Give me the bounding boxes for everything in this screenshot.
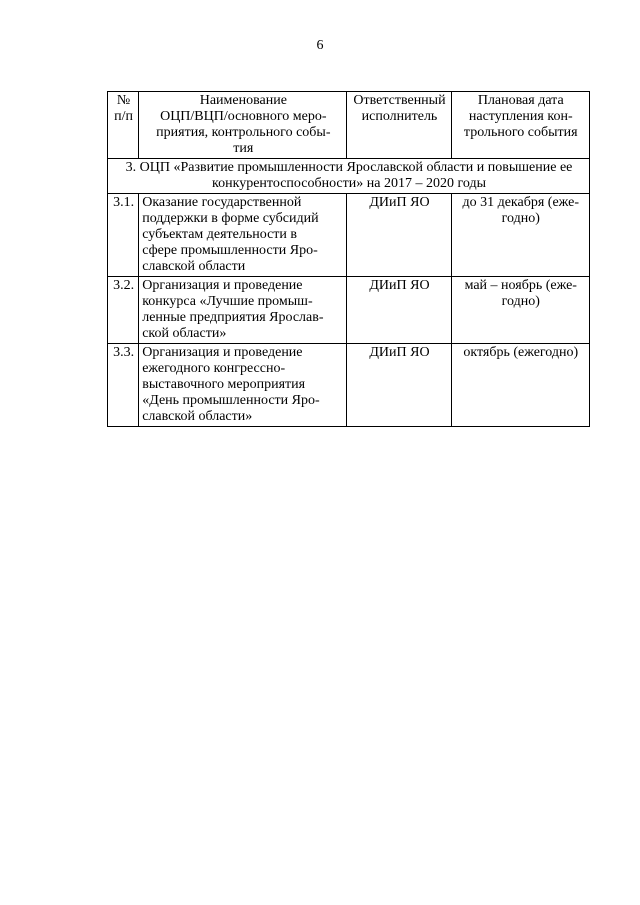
header-responsible-line: Ответственный (353, 93, 446, 108)
row-name (139, 194, 347, 277)
row-name-line: ской области» (142, 326, 227, 341)
header-name-line: тия (233, 141, 254, 156)
row-date-line: годно) (501, 294, 540, 309)
row-name (139, 344, 347, 427)
row-name-line: «День промышленности Яро- (142, 393, 320, 408)
row-date-line: до 31 декабря (еже- (462, 195, 580, 210)
row-date-line: май – ноябрь (еже- (464, 278, 577, 293)
page-number: 6 (316, 38, 324, 53)
header-name-line: Наименование (199, 93, 287, 108)
header-name (139, 92, 347, 159)
section-title (108, 159, 590, 194)
row-name-line: конкурса «Лучшие промыш- (142, 294, 313, 309)
table-header-row (108, 92, 590, 159)
row-date-line: годно) (501, 211, 540, 226)
row-name-line: субъектам деятельности в (142, 227, 298, 242)
header-num-line: № (116, 93, 131, 108)
header-num (108, 92, 139, 159)
row-name-line: Организация и проведение (142, 345, 303, 360)
row-name (139, 277, 347, 344)
header-num-line: п/п (114, 109, 134, 124)
row-name-line: выставочного мероприятия (142, 377, 306, 392)
table-row (108, 344, 590, 427)
row-name-line: славской области» (142, 409, 253, 424)
row-name-line: поддержки в форме субсидий (142, 211, 319, 226)
header-date (451, 92, 589, 159)
row-num: 3.2. (108, 277, 139, 344)
header-date-line: Плановая дата (477, 93, 564, 108)
row-responsible: ДИиП ЯО (347, 194, 451, 277)
table-row (108, 277, 590, 344)
header-name-line: ОЦП/ВЦП/основного меро- (160, 109, 327, 124)
table-row (108, 194, 590, 277)
header-date-line: наступления кон- (468, 109, 573, 124)
section-row (108, 159, 590, 194)
section-title-line: 3. ОЦП «Развитие промышленности Ярославской области и повышение ее (125, 160, 573, 175)
row-name-line: Оказание государственной (142, 195, 302, 210)
plan-table (107, 91, 590, 427)
row-name-line: Организация и проведение (142, 278, 303, 293)
row-name-line: ежегодного конгрессно- (142, 361, 286, 376)
row-name-line: славской области (142, 259, 246, 274)
row-num: 3.3. (108, 344, 139, 427)
row-date (451, 194, 589, 277)
row-responsible: ДИиП ЯО (347, 277, 451, 344)
header-responsible-line: исполнитель (361, 109, 438, 124)
row-responsible: ДИиП ЯО (347, 344, 451, 427)
row-date-line: октябрь (ежегодно) (463, 345, 579, 360)
row-num: 3.1. (108, 194, 139, 277)
row-date (451, 277, 589, 344)
section-title-line: конкурентоспособности» на 2017 – 2020 годы (212, 176, 486, 191)
row-name-line: ленные предприятия Ярослав- (142, 310, 324, 325)
row-name-line: сфере промышленности Яро- (142, 243, 318, 258)
header-date-line: трольного события (463, 125, 578, 140)
header-responsible (347, 92, 451, 159)
row-date (451, 344, 589, 427)
header-name-line: приятия, контрольного собы- (156, 125, 331, 140)
